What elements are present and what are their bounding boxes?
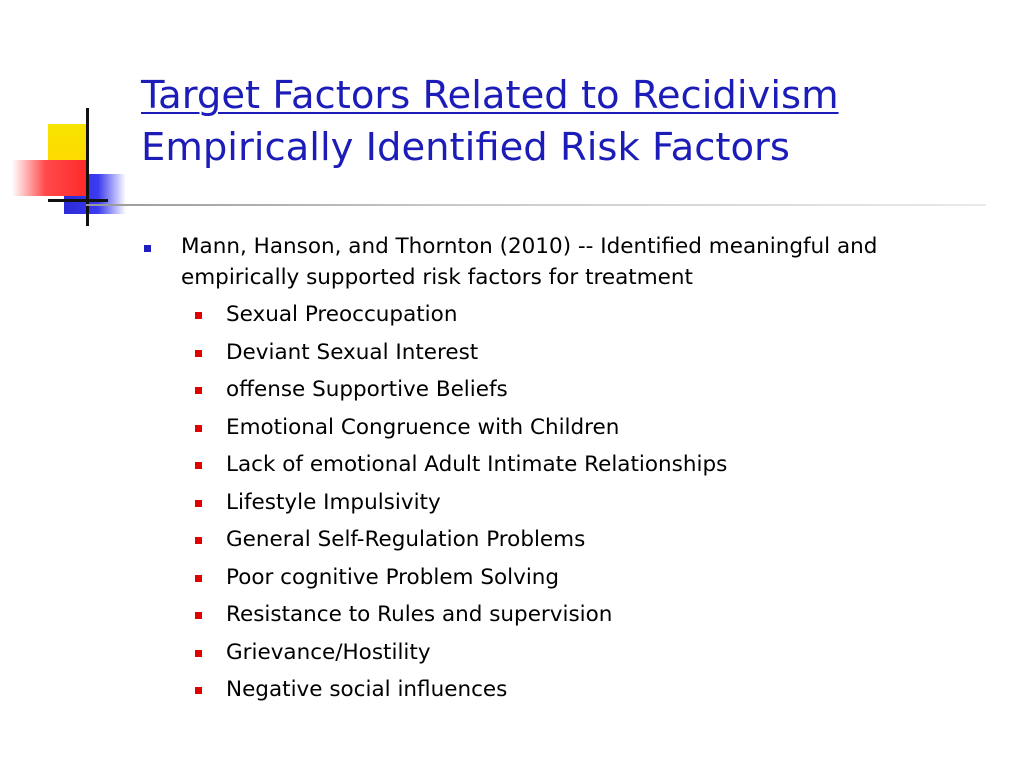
risk-factor-item: Resistance to Rules and supervision bbox=[226, 599, 727, 637]
logo-red-square bbox=[12, 160, 86, 196]
risk-factor-item: Negative social influences bbox=[226, 674, 727, 712]
logo-vertical-line bbox=[86, 108, 89, 226]
corner-logo-graphic bbox=[10, 108, 140, 230]
risk-factor-item: Deviant Sexual Interest bbox=[226, 337, 727, 375]
risk-factor-item: Lack of emotional Adult Intimate Relationships bbox=[226, 449, 727, 487]
risk-factor-item: General Self-Regulation Problems bbox=[226, 524, 727, 562]
main-bullet bbox=[143, 231, 973, 293]
title-divider bbox=[86, 204, 986, 206]
slide-title-line-2: Empirically Identified Risk Factors bbox=[141, 125, 790, 170]
main-bullet-text: Mann, Hanson, and Thornton (2010) -- Identified meaningful and empirically supported risk factors for treatment bbox=[181, 234, 878, 290]
slide-body bbox=[143, 231, 973, 702]
risk-factor-list bbox=[226, 299, 727, 712]
risk-factor-item: Grievance/Hostility bbox=[226, 637, 727, 675]
risk-factor-item: Poor cognitive Problem Solving bbox=[226, 562, 727, 600]
logo-horizontal-line bbox=[48, 199, 108, 202]
slide-title-line-1[interactable]: Target Factors Related to Recidivism bbox=[141, 73, 839, 118]
risk-factor-item: offense Supportive Beliefs bbox=[226, 374, 727, 412]
slide-title bbox=[141, 70, 839, 174]
risk-factor-item: Sexual Preoccupation bbox=[226, 299, 727, 337]
risk-factor-item: Lifestyle Impulsivity bbox=[226, 487, 727, 525]
risk-factor-item: Emotional Congruence with Children bbox=[226, 412, 727, 450]
